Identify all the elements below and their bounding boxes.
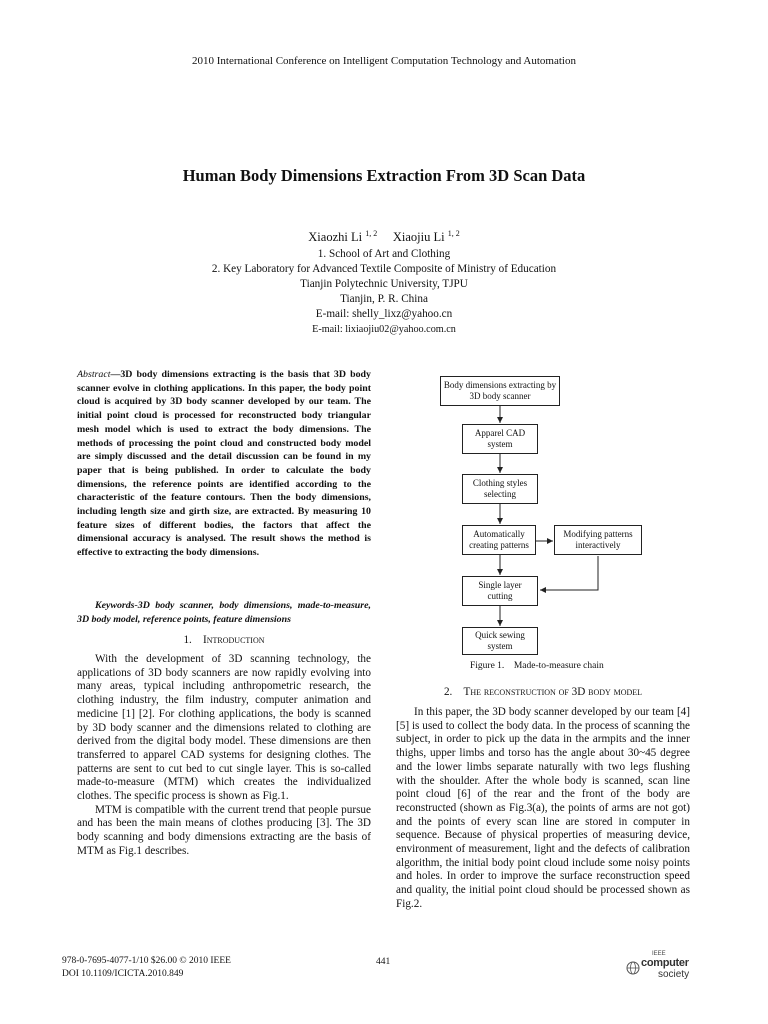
author-line xyxy=(0,229,768,245)
logo-society: society xyxy=(658,969,690,980)
section-1-heading xyxy=(77,634,371,646)
abstract xyxy=(77,368,371,560)
logo-computer: computer xyxy=(641,957,689,969)
figure-1-label: Figure 1. xyxy=(470,661,505,671)
flow-box-quick-sewing: Quick sewing system xyxy=(462,627,538,655)
affiliation-line: Tianjin Polytechnic University, TJPU xyxy=(300,278,468,290)
paper-title: Human Body Dimensions Extraction From 3D Scan Data xyxy=(182,166,586,185)
abstract-lead: Abstract xyxy=(77,369,111,380)
paragraph: In this paper, the 3D body scanner developed by our team [4] [5] is used to collect the body data. In the process of scanning the subject, in order to pick up the data in the armpits and the inner thighs, upper limbs and torso has the angle about 30~45 degree and the lower limbs separate naturally with two legs flushing with the shoulder. After the whole body is scanned, scan line point cloud [6] of the rear and the front of the body are reconstructed (shown as Fig.3(a), the points of arms are not got) and the points of every scan line are stored in computer in sequence. Because of physical properties of measuring device, environment of measurement, light and the defects of calibration algorithm, the initial body point cloud include some noisy points and holes. In order to improve the surface reconstruction speed and quality, the initial point cloud should be processed shown as Fig.2. xyxy=(396,706,690,910)
affiliation-line: 1. School of Art and Clothing xyxy=(317,248,451,260)
ieee-computer-society-logo xyxy=(626,951,700,983)
section-2-title: The reconstruction of 3D body model xyxy=(463,686,643,698)
author-2-affiliation-mark: 1, 2 xyxy=(447,229,460,238)
flow-box-extract: Body dimensions extracting by 3D body scanner xyxy=(440,376,560,406)
figure-1-flowchart xyxy=(400,370,700,670)
flowchart-connectors xyxy=(400,370,700,660)
flow-box-modify-patterns: Modifying patterns interactively xyxy=(554,525,642,555)
flow-box-single-layer-cutting: Single layer cutting xyxy=(462,576,538,606)
affiliation-line: Tianjin, P. R. China xyxy=(340,293,428,305)
flow-box-apparel-cad: Apparel CAD system xyxy=(462,424,538,454)
paragraph: MTM is compatible with the current trend that people pursue and has been the main means of clothes producing [3]. The 3D body scanning and body dimensions extracting are the basis of MTM as Fig.1 describes. xyxy=(77,803,371,857)
affiliation-line: 2. Key Laboratory for Advanced Textile Composite of Ministry of Education xyxy=(211,263,557,275)
author-1-affiliation-mark: 1, 2 xyxy=(365,229,378,238)
section-1-title: Introduction xyxy=(203,634,265,646)
figure-1-caption xyxy=(470,661,604,671)
globe-icon xyxy=(626,961,640,975)
section-1-body xyxy=(77,653,371,859)
section-2-number: 2. xyxy=(443,686,453,698)
author-1: Xiaozhi Li xyxy=(308,230,363,245)
email-line: E-mail: lixiaojiu02@yahoo.com.cn xyxy=(312,324,456,335)
footer-doi: DOI 10.1109/ICICTA.2010.849 xyxy=(62,969,184,979)
author-2: Xiaojiu Li xyxy=(392,230,445,245)
section-2-heading xyxy=(396,686,690,698)
email-line: E-mail: shelly_lixz@yahoo.cn xyxy=(315,308,453,320)
footer-isbn: 978-0-7695-4077-1/10 $26.00 © 2010 IEEE xyxy=(62,956,231,966)
arrow-modify-to-cutting xyxy=(540,556,598,590)
abstract-text: —3D body dimensions extracting is the basis that 3D body scanner evolve in clothing applications. In this paper, the body point cloud is acquired by 3D body scanner developed by our team. The initial point cloud is processed for reconstructed body triangular mesh model which is used to extract the body dimensions. The methods of processing the point cloud and constructed body model are simply discussed and the detail discussion can be found in my paper that is being published. In order to calculate the body dimensions, the reference points are identified according to the characteristic of the feature contours. Then the body dimensions, including length size and girth size, are extracted. By measuring 10 feature sizes of different bodies, the factors that affect the dimensional accuracy is analysed. The result shows the method is effective to extracting the body dimensions. xyxy=(77,369,371,559)
page-number: 441 xyxy=(376,957,391,967)
figure-1-text: Made-to-measure chain xyxy=(513,661,604,671)
logo-ieee: IEEE xyxy=(652,951,666,957)
keywords: Keywords-3D body scanner, body dimensions, made-to-measure, 3D body model, reference points, feature dimensions xyxy=(77,600,371,625)
flow-box-clothing-styles: Clothing styles selecting xyxy=(462,474,538,504)
paragraph: With the development of 3D scanning technology, the applications of 3D body scanners are now rapidly evolving into many areas, typical including anthropometric research, the clothing industry, the film industry, computer animation and medicine [1] [2]. For clothing applications, the body is scanned by 3D body scanner and the dimensions related to clothing are derived from the digital body model. These dimensions are then transferred to apparel CAD systems for designing clothes. The patterns are sent to cut bed to cut single layer. This is so-called made-to-measure (MTM) which creates the individualized clothes. The specific process is shown as Fig.1. xyxy=(77,653,371,803)
section-2-body xyxy=(396,706,690,912)
conference-header: 2010 International Conference on Intelligent Computation Technology and Automation xyxy=(192,55,576,67)
section-1-number: 1. xyxy=(183,634,192,646)
flow-box-auto-patterns: Automatically creating patterns xyxy=(462,525,536,555)
